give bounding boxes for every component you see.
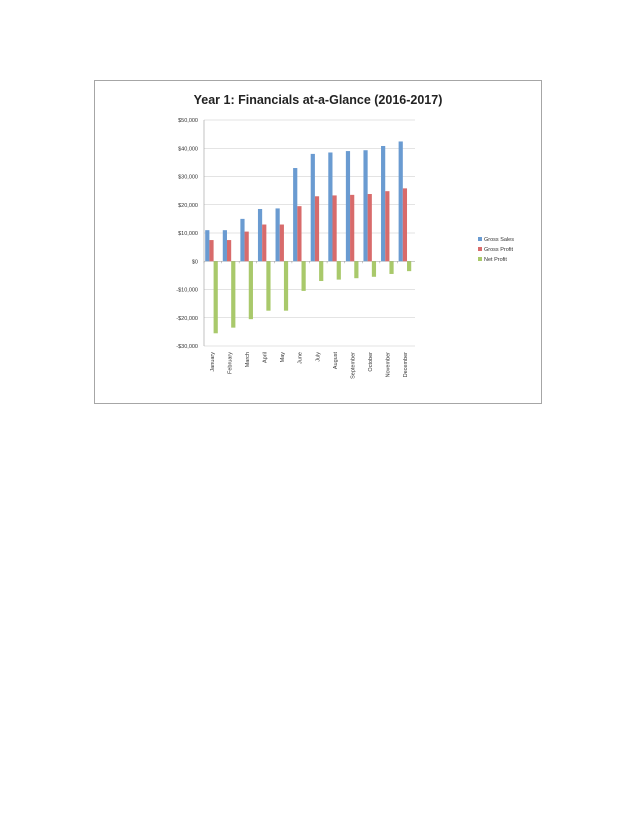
bar-gross-sales — [223, 230, 227, 261]
bar-gross-profit — [368, 194, 372, 261]
bar-gross-sales — [381, 146, 385, 261]
legend-label: Gross Sales — [484, 237, 514, 243]
bar-gross-sales — [311, 154, 315, 261]
bar-gross-profit — [297, 206, 301, 261]
x-tick-label: February — [227, 352, 234, 375]
bar-gross-profit — [403, 188, 407, 261]
y-tick-label: $40,000 — [178, 146, 198, 153]
legend-swatch — [478, 257, 482, 261]
bar-net-profit — [249, 261, 253, 319]
x-tick-label: June — [297, 352, 304, 364]
x-tick-label: August — [332, 352, 339, 370]
bar-net-profit — [302, 261, 306, 291]
bar-net-profit — [266, 261, 270, 310]
x-tick-label: April — [262, 352, 269, 364]
y-tick-label: $20,000 — [178, 202, 198, 209]
bar-gross-sales — [276, 208, 280, 261]
bar-gross-profit — [280, 225, 284, 262]
x-tick-label: January — [209, 352, 216, 372]
bar-gross-profit — [315, 196, 319, 261]
x-tick-label: November — [385, 352, 392, 378]
bar-gross-profit — [209, 240, 213, 261]
x-tick-label: September — [350, 352, 357, 379]
bar-gross-sales — [258, 209, 262, 261]
bar-net-profit — [389, 261, 393, 274]
bars-layer — [205, 141, 411, 333]
y-tick-label: -$30,000 — [176, 344, 198, 350]
y-tick-label: $30,000 — [178, 174, 198, 181]
bar-gross-sales — [399, 141, 403, 261]
legend-layer — [478, 237, 514, 263]
bar-gross-profit — [332, 195, 336, 261]
bar-gross-profit — [350, 195, 354, 261]
legend-label: Gross Profit — [484, 247, 514, 253]
y-tick-label: $10,000 — [178, 231, 198, 237]
bar-gross-sales — [240, 219, 244, 261]
bar-net-profit — [337, 261, 341, 279]
bar-net-profit — [231, 261, 235, 327]
x-tick-label: October — [368, 352, 375, 372]
bar-gross-sales — [363, 150, 367, 261]
bar-gross-profit — [262, 225, 266, 262]
bar-net-profit — [372, 261, 376, 277]
bar-gross-sales — [328, 152, 332, 261]
y-tick-label: -$10,000 — [176, 287, 198, 294]
bar-gross-sales — [205, 230, 209, 261]
bar-gross-profit — [227, 240, 231, 261]
y-tick-label: $50,000 — [178, 118, 198, 124]
bar-gross-sales — [346, 151, 350, 261]
bar-gross-profit — [385, 191, 389, 261]
chart-title: Year 1: Financials at-a-Glance (2016-2017) — [193, 93, 443, 107]
bar-net-profit — [407, 261, 411, 271]
x-tick-label: December — [403, 352, 410, 378]
legend-label: Net Profit — [484, 257, 507, 263]
y-tick-label: -$20,000 — [176, 315, 198, 322]
bar-gross-sales — [293, 168, 297, 261]
legend-swatch — [478, 237, 482, 241]
chart-svg — [95, 81, 541, 403]
bar-net-profit — [284, 261, 288, 310]
bar-gross-profit — [245, 232, 249, 262]
x-tick-label: May — [280, 352, 287, 363]
chart-frame — [94, 80, 542, 404]
bar-net-profit — [319, 261, 323, 281]
x-tick-label: July — [315, 352, 322, 362]
y-tick-label: $0 — [191, 259, 198, 266]
x-tick-label: March — [244, 352, 251, 368]
bar-net-profit — [214, 261, 218, 333]
bar-net-profit — [354, 261, 358, 278]
legend-swatch — [478, 247, 482, 251]
